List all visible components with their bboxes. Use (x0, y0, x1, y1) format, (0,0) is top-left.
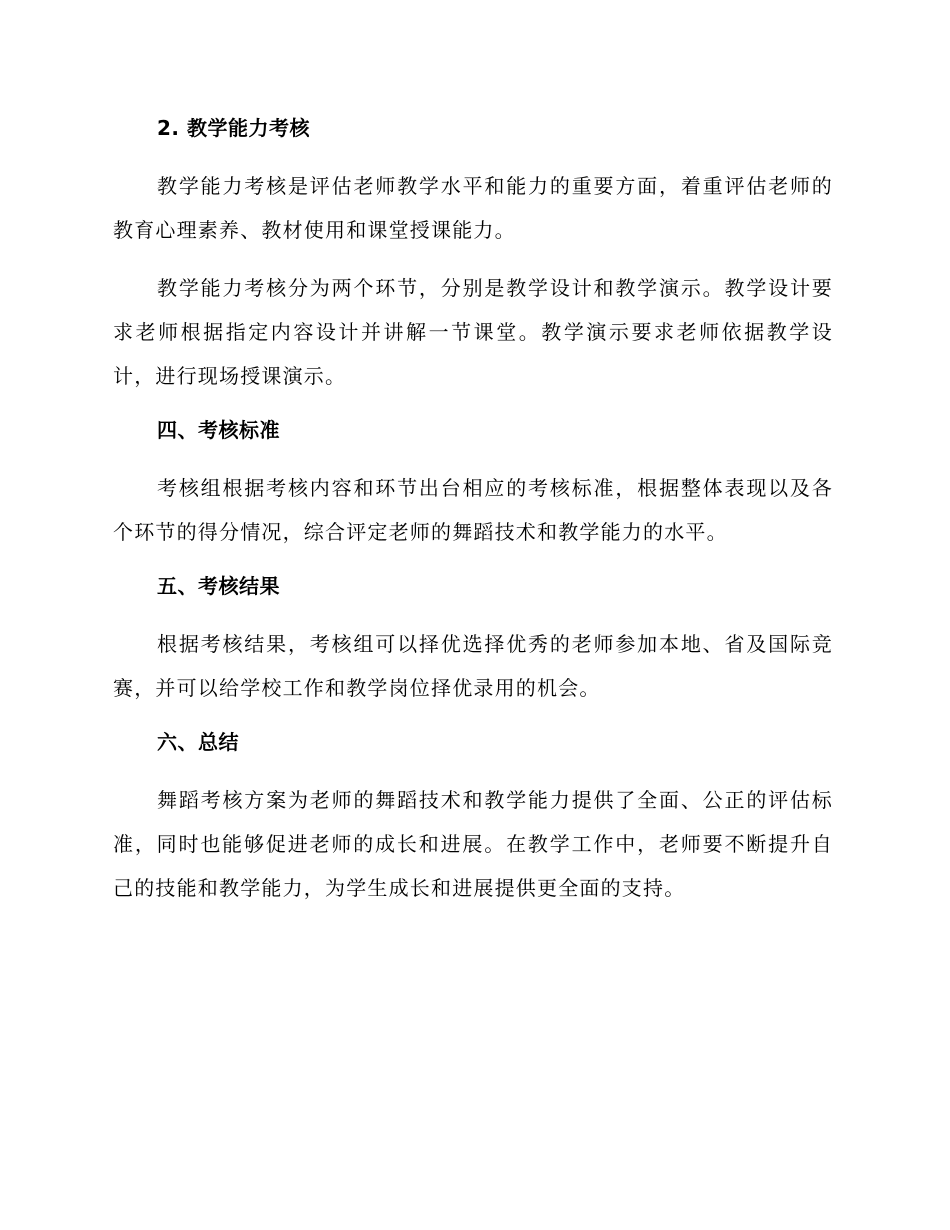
section-heading: 六、总结 (157, 730, 239, 754)
section-summary (113, 724, 833, 910)
section-heading: 2. 教学能力考核 (157, 116, 310, 140)
section-heading: 五、考核结果 (157, 574, 280, 598)
section-assessment-standards (113, 412, 833, 568)
body-paragraph: 教学能力考核是评估老师教学水平和能力的重要方面，着重评估老师的教育心理素养、教材使用和课堂授课能力。 (113, 174, 833, 242)
body-paragraph: 根据考核结果，考核组可以择优选择优秀的老师参加本地、省及国际竞赛，并可以给学校工作和教学岗位择优录用的机会。 (113, 632, 833, 700)
body-paragraph: 教学能力考核分为两个环节，分别是教学设计和教学演示。教学设计要求老师根据指定内容设计并讲解一节课堂。教学演示要求老师依据教学设计，进行现场授课演示。 (113, 276, 833, 388)
body-paragraph: 考核组根据考核内容和环节出台相应的考核标准，根据整体表现以及各个环节的得分情况，综合评定老师的舞蹈技术和教学能力的水平。 (113, 476, 833, 544)
section-teaching-ability (113, 110, 833, 412)
section-heading: 四、考核标准 (157, 418, 280, 442)
document-page (113, 110, 833, 910)
section-assessment-results (113, 568, 833, 724)
body-paragraph: 舞蹈考核方案为老师的舞蹈技术和教学能力提供了全面、公正的评估标准，同时也能够促进老师的成长和进展。在教学工作中，老师要不断提升自己的技能和教学能力，为学生成长和进展提供更全面的支持。 (113, 788, 833, 900)
